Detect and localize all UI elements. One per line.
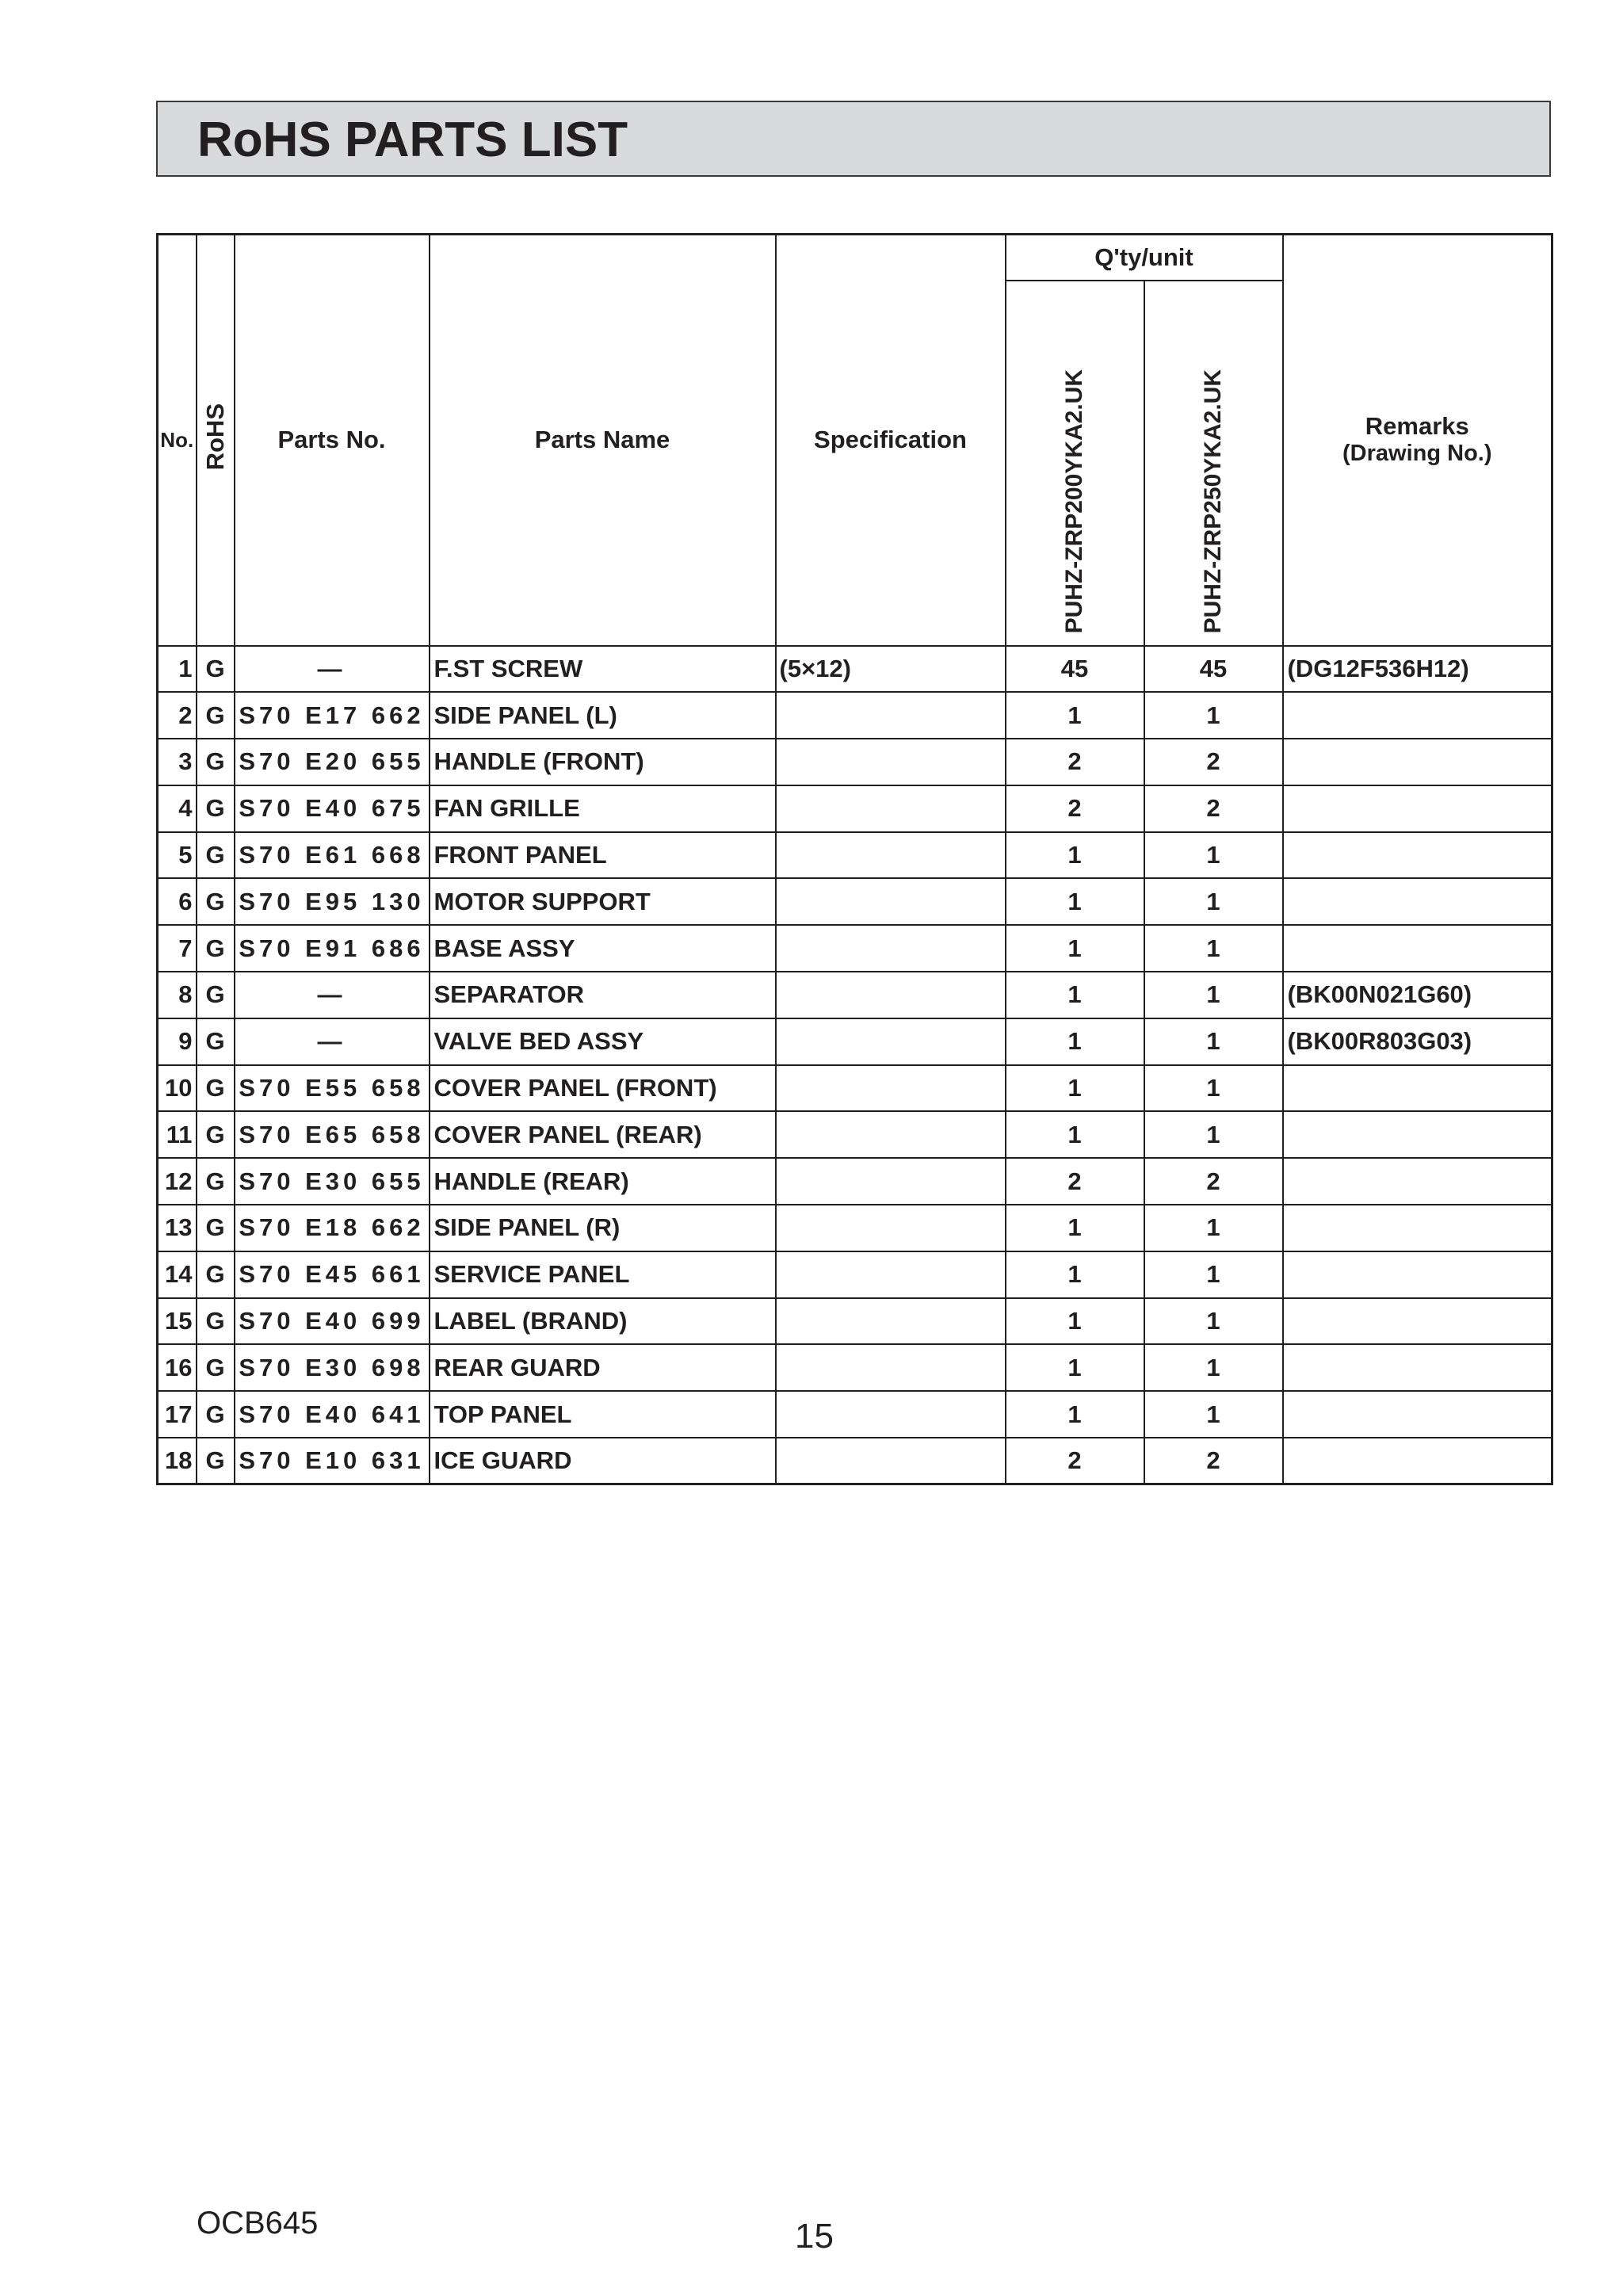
- row-qty-200: 1: [1006, 1298, 1144, 1345]
- header-remarks-sub: (Drawing No.): [1342, 441, 1492, 467]
- row-remarks: (BK00N021G60): [1283, 972, 1552, 1018]
- row-no: 12: [158, 1158, 197, 1205]
- header-remarks-label: Remarks: [1365, 412, 1469, 441]
- row-qty-250: 2: [1144, 739, 1283, 785]
- row-qty-250: 1: [1144, 1344, 1283, 1391]
- row-remarks: [1283, 1344, 1552, 1391]
- row-parts-name: SIDE PANEL (L): [430, 692, 776, 739]
- row-rohs: G: [197, 1438, 235, 1484]
- row-remarks: [1283, 1391, 1552, 1438]
- row-parts-name: COVER PANEL (FRONT): [430, 1065, 776, 1112]
- header-no: No.: [158, 235, 197, 646]
- row-remarks: (DG12F536H12): [1283, 646, 1552, 693]
- row-qty-250: 1: [1144, 1251, 1283, 1298]
- row-no: 11: [158, 1111, 197, 1158]
- table-row: [158, 1111, 1552, 1158]
- row-parts-name: HANDLE (REAR): [430, 1158, 776, 1205]
- row-qty-200: 1: [1006, 1205, 1144, 1251]
- row-parts-name: VALVE BED ASSY: [430, 1018, 776, 1065]
- row-no: 8: [158, 972, 197, 1018]
- row-rohs: G: [197, 1344, 235, 1391]
- row-qty-200: 1: [1006, 972, 1144, 1018]
- row-qty-250: 1: [1144, 832, 1283, 879]
- row-remarks: [1283, 739, 1552, 785]
- row-parts-name: REAR GUARD: [430, 1344, 776, 1391]
- header-parts-name: Parts Name: [430, 235, 776, 646]
- row-specification: [776, 972, 1006, 1018]
- row-specification: [776, 1018, 1006, 1065]
- row-rohs: G: [197, 785, 235, 832]
- row-parts-no: S70 E30 698: [235, 1344, 430, 1391]
- row-remarks: [1283, 1065, 1552, 1112]
- row-specification: [776, 1111, 1006, 1158]
- row-parts-name: FRONT PANEL: [430, 832, 776, 879]
- header-qty-unit: Q'ty/unit: [1006, 235, 1283, 281]
- row-parts-no: S70 E55 658: [235, 1065, 430, 1112]
- row-parts-name: ICE GUARD: [430, 1438, 776, 1484]
- row-rohs: G: [197, 1298, 235, 1345]
- row-qty-200: 2: [1006, 1158, 1144, 1205]
- row-parts-no: —: [235, 972, 430, 1018]
- row-remarks: [1283, 1251, 1552, 1298]
- row-no: 2: [158, 692, 197, 739]
- row-parts-no: —: [235, 646, 430, 693]
- row-remarks: (BK00R803G03): [1283, 1018, 1552, 1065]
- header-model-200-label: PUHZ-ZRP200YKA2.UK: [1061, 369, 1087, 634]
- row-no: 17: [158, 1391, 197, 1438]
- table-row: [158, 1251, 1552, 1298]
- page-number: 15: [795, 2217, 834, 2256]
- row-specification: [776, 692, 1006, 739]
- header-specification: Specification: [776, 235, 1006, 646]
- table-row: [158, 1065, 1552, 1112]
- row-specification: [776, 1205, 1006, 1251]
- row-no: 10: [158, 1065, 197, 1112]
- row-qty-200: 2: [1006, 739, 1144, 785]
- row-no: 9: [158, 1018, 197, 1065]
- row-no: 16: [158, 1344, 197, 1391]
- row-qty-250: 45: [1144, 646, 1283, 693]
- row-qty-250: 1: [1144, 1111, 1283, 1158]
- header-rohs: [197, 235, 235, 646]
- row-specification: [776, 1158, 1006, 1205]
- row-rohs: G: [197, 646, 235, 693]
- row-remarks: [1283, 1298, 1552, 1345]
- title-bar: [156, 101, 1551, 177]
- row-parts-no: —: [235, 1018, 430, 1065]
- row-parts-no: S70 E65 658: [235, 1111, 430, 1158]
- row-qty-250: 2: [1144, 1158, 1283, 1205]
- row-remarks: [1283, 1438, 1552, 1484]
- row-parts-name: LABEL (BRAND): [430, 1298, 776, 1345]
- row-parts-name: BASE ASSY: [430, 925, 776, 972]
- row-parts-no: S70 E95 130: [235, 878, 430, 925]
- row-parts-name: SERVICE PANEL: [430, 1251, 776, 1298]
- row-qty-250: 1: [1144, 972, 1283, 1018]
- row-qty-200: 1: [1006, 925, 1144, 972]
- table-row: [158, 1158, 1552, 1205]
- row-qty-200: 1: [1006, 1018, 1144, 1065]
- row-qty-200: 1: [1006, 878, 1144, 925]
- row-rohs: G: [197, 1251, 235, 1298]
- table-row: [158, 1438, 1552, 1484]
- row-qty-200: 1: [1006, 692, 1144, 739]
- row-specification: [776, 1251, 1006, 1298]
- row-rohs: G: [197, 925, 235, 972]
- row-parts-name: HANDLE (FRONT): [430, 739, 776, 785]
- row-specification: (5×12): [776, 646, 1006, 693]
- row-parts-no: S70 E17 662: [235, 692, 430, 739]
- row-specification: [776, 925, 1006, 972]
- row-remarks: [1283, 1158, 1552, 1205]
- row-no: 13: [158, 1205, 197, 1251]
- row-specification: [776, 1438, 1006, 1484]
- row-rohs: G: [197, 832, 235, 879]
- row-qty-250: 1: [1144, 878, 1283, 925]
- table-row: [158, 1018, 1552, 1065]
- row-parts-name: F.ST SCREW: [430, 646, 776, 693]
- row-qty-250: 2: [1144, 785, 1283, 832]
- row-qty-250: 1: [1144, 1205, 1283, 1251]
- row-no: 6: [158, 878, 197, 925]
- row-specification: [776, 832, 1006, 879]
- row-no: 18: [158, 1438, 197, 1484]
- header-remarks: [1283, 235, 1552, 646]
- table-row: [158, 1205, 1552, 1251]
- row-remarks: [1283, 692, 1552, 739]
- parts-table: [156, 233, 1553, 1485]
- row-no: 4: [158, 785, 197, 832]
- header-model-250: [1144, 281, 1283, 646]
- table-row: [158, 739, 1552, 785]
- row-parts-name: FAN GRILLE: [430, 785, 776, 832]
- row-qty-200: 1: [1006, 832, 1144, 879]
- row-qty-250: 1: [1144, 1391, 1283, 1438]
- row-qty-200: 45: [1006, 646, 1144, 693]
- row-qty-250: 1: [1144, 692, 1283, 739]
- document-code: OCB645: [197, 2206, 319, 2241]
- row-parts-no: S70 E20 655: [235, 739, 430, 785]
- row-qty-200: 2: [1006, 785, 1144, 832]
- row-rohs: G: [197, 972, 235, 1018]
- row-rohs: G: [197, 1158, 235, 1205]
- row-no: 14: [158, 1251, 197, 1298]
- row-qty-200: 1: [1006, 1391, 1144, 1438]
- header-model-250-label: PUHZ-ZRP250YKA2.UK: [1200, 369, 1226, 634]
- row-qty-250: 1: [1144, 1065, 1283, 1112]
- row-rohs: G: [197, 1391, 235, 1438]
- row-qty-250: 1: [1144, 925, 1283, 972]
- row-qty-200: 1: [1006, 1251, 1144, 1298]
- row-parts-no: S70 E61 668: [235, 832, 430, 879]
- row-parts-name: SEPARATOR: [430, 972, 776, 1018]
- row-remarks: [1283, 832, 1552, 879]
- parts-table-body: [158, 646, 1552, 1484]
- row-rohs: G: [197, 739, 235, 785]
- row-parts-no: S70 E10 631: [235, 1438, 430, 1484]
- table-row: [158, 692, 1552, 739]
- row-no: 3: [158, 739, 197, 785]
- row-rohs: G: [197, 692, 235, 739]
- table-row: [158, 832, 1552, 879]
- row-parts-no: S70 E18 662: [235, 1205, 430, 1251]
- table-row: [158, 972, 1552, 1018]
- table-row: [158, 1298, 1552, 1345]
- table-row: [158, 785, 1552, 832]
- row-specification: [776, 1065, 1006, 1112]
- row-qty-200: 2: [1006, 1438, 1144, 1484]
- table-row: [158, 1391, 1552, 1438]
- row-parts-name: SIDE PANEL (R): [430, 1205, 776, 1251]
- row-rohs: G: [197, 1111, 235, 1158]
- row-specification: [776, 1298, 1006, 1345]
- row-qty-250: 2: [1144, 1438, 1283, 1484]
- table-row: [158, 1344, 1552, 1391]
- row-rohs: G: [197, 1205, 235, 1251]
- row-no: 5: [158, 832, 197, 879]
- row-parts-name: TOP PANEL: [430, 1391, 776, 1438]
- page-title: RoHS PARTS LIST: [197, 113, 628, 167]
- row-no: 15: [158, 1298, 197, 1345]
- header-parts-no: Parts No.: [235, 235, 430, 646]
- row-qty-200: 1: [1006, 1065, 1144, 1112]
- row-specification: [776, 1391, 1006, 1438]
- row-remarks: [1283, 1111, 1552, 1158]
- row-parts-no: S70 E45 661: [235, 1251, 430, 1298]
- row-qty-200: 1: [1006, 1344, 1144, 1391]
- row-parts-name: MOTOR SUPPORT: [430, 878, 776, 925]
- row-qty-250: 1: [1144, 1298, 1283, 1345]
- row-remarks: [1283, 878, 1552, 925]
- row-parts-no: S70 E40 641: [235, 1391, 430, 1438]
- row-qty-250: 1: [1144, 1018, 1283, 1065]
- row-qty-200: 1: [1006, 1111, 1144, 1158]
- row-rohs: G: [197, 1065, 235, 1112]
- row-parts-no: S70 E91 686: [235, 925, 430, 972]
- row-rohs: G: [197, 1018, 235, 1065]
- row-remarks: [1283, 1205, 1552, 1251]
- row-specification: [776, 785, 1006, 832]
- row-no: 7: [158, 925, 197, 972]
- row-no: 1: [158, 646, 197, 693]
- row-specification: [776, 878, 1006, 925]
- table-row: [158, 925, 1552, 972]
- row-remarks: [1283, 785, 1552, 832]
- table-row: [158, 878, 1552, 925]
- row-rohs: G: [197, 878, 235, 925]
- table-row: [158, 646, 1552, 693]
- row-parts-no: S70 E30 655: [235, 1158, 430, 1205]
- row-remarks: [1283, 925, 1552, 972]
- row-parts-name: COVER PANEL (REAR): [430, 1111, 776, 1158]
- row-specification: [776, 739, 1006, 785]
- row-parts-no: S70 E40 675: [235, 785, 430, 832]
- row-parts-no: S70 E40 699: [235, 1298, 430, 1345]
- header-model-200: [1006, 281, 1144, 646]
- row-specification: [776, 1344, 1006, 1391]
- header-rohs-label: RoHS: [200, 403, 229, 471]
